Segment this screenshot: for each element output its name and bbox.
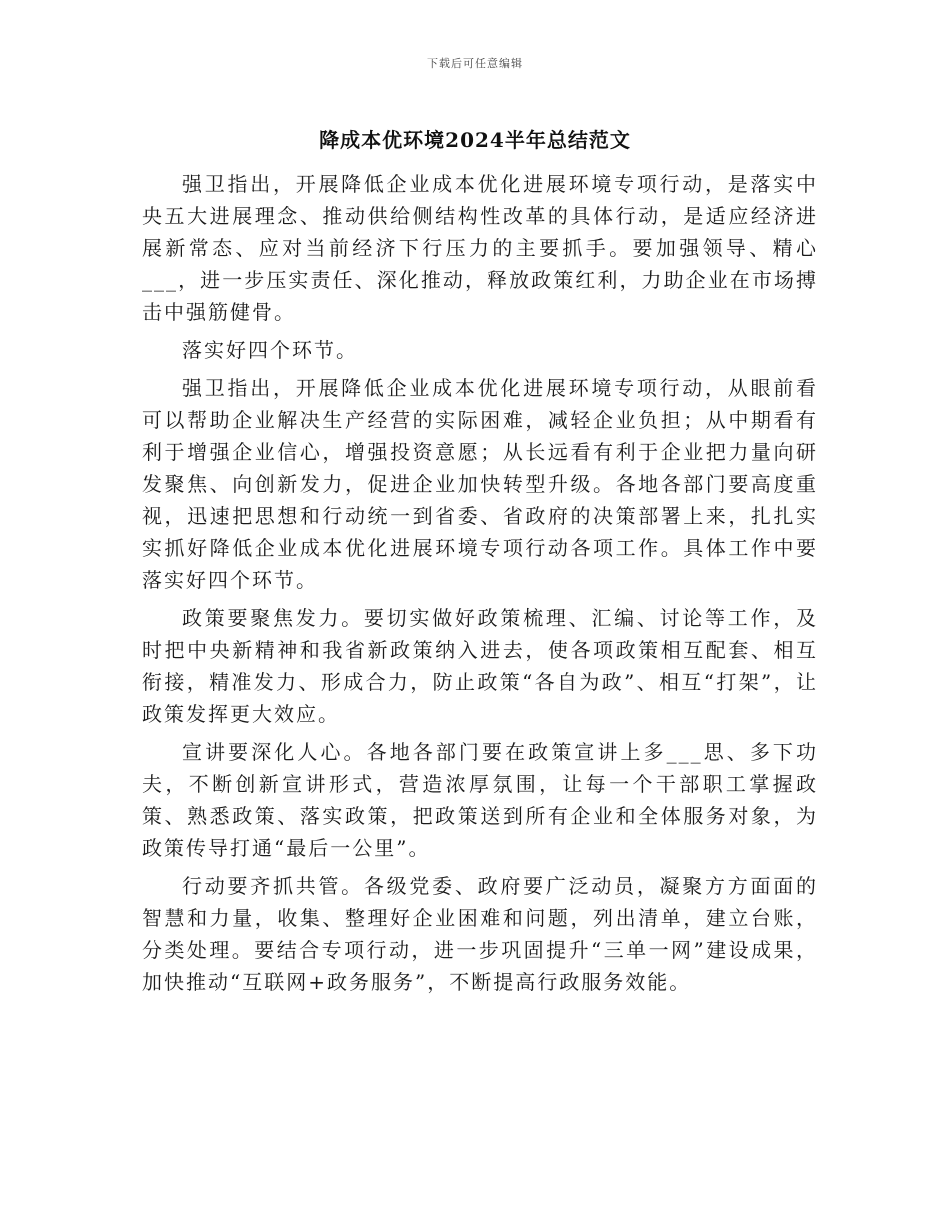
- document-body: [142, 168, 818, 1004]
- paragraph-4: 政策要聚焦发力。要切实做好政策梳理、汇编、讨论等工作，及时把中央新精神和我省新政策纳入进去，使各项政策相互配套、相互衔接，精准发力、形成合力，防止政策“各自为政”、相互“打架”，让政策发挥更大效应。: [142, 606, 818, 726]
- paragraph-2: 落实好四个环节。: [182, 338, 358, 362]
- paragraph-3: 强卫指出，开展降低企业成本优化进展环境专项行动，从眼前看可以帮助企业解决生产经营的实际困难，减轻企业负担；从中期看有利于增强企业信心，增强投资意愿；从长远看有利于企业把力量向研发聚焦、向创新发力，促进企业加快转型升级。各地各部门要高度重视，迅速把思想和行动统一到省委、省政府的决策部署上来，扎扎实实抓好降低企业成本优化进展环境专项行动各项工作。具体工作中要落实好四个环节。: [142, 376, 818, 592]
- page-header-note: 下载后可任意编辑: [427, 57, 523, 70]
- paragraph-6: 行动要齐抓共管。各级党委、政府要广泛动员，凝聚方方面面的智慧和力量，收集、整理好企业困难和问题，列出清单，建立台账，分类处理。要结合专项行动，进一步巩固提升“三单一网”建设成果，加快推动“互联网+政务服务”，不断提高行政服务效能。: [142, 874, 818, 994]
- document-title: 降成本优环境2024半年总结范文: [319, 128, 631, 152]
- paragraph-5: 宣讲要深化人心。各地各部门要在政策宣讲上多___思、多下功夫，不断创新宣讲形式，营造浓厚氛围，让每一个干部职工掌握政策、熟悉政策、落实政策，把政策送到所有企业和全体服务对象，为政策传导打通“最后一公里”。: [142, 740, 818, 860]
- paragraph-1: 强卫指出，开展降低企业成本优化进展环境专项行动，是落实中央五大进展理念、推动供给侧结构性改革的具体行动，是适应经济进展新常态、应对当前经济下行压力的主要抓手。要加强领导、精心___，进一步压实责任、深化推动，释放政策红利，力助企业在市场搏击中强筋健骨。: [142, 172, 818, 324]
